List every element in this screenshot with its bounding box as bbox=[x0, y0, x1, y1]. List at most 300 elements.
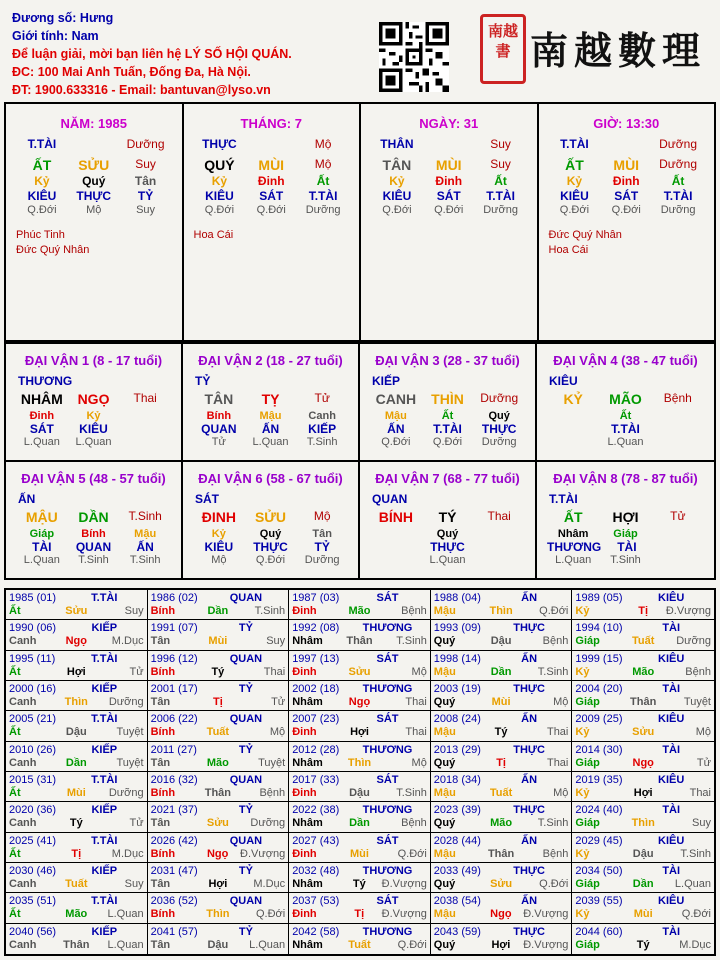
dai-van-main-cell: NGỌ bbox=[77, 391, 110, 407]
year-header bbox=[431, 742, 572, 756]
dai-van-hidden-cell: Bính bbox=[81, 528, 106, 540]
year-stem: Mậu bbox=[433, 605, 456, 617]
seal-stamp: 南越書 bbox=[480, 14, 526, 84]
header-line: Để luận giải, mời bạn liên hệ LÝ SỐ HỘI QUÁN. bbox=[12, 47, 292, 61]
year-detail bbox=[572, 665, 714, 679]
year-cell bbox=[148, 833, 290, 863]
year-detail bbox=[289, 634, 430, 648]
year-detail bbox=[431, 695, 572, 709]
pillar-states-cell: Q.Đới bbox=[256, 204, 286, 216]
dai-van-main-cell: DẦN bbox=[78, 509, 109, 525]
pillar-note: Hoa Cái bbox=[193, 229, 234, 241]
year-state: Tử bbox=[271, 696, 286, 708]
year-cell bbox=[6, 681, 148, 711]
year-god: THƯƠNG bbox=[362, 925, 413, 938]
pillar-note: Hoa Cái bbox=[548, 244, 589, 256]
year-state: Q.Đới bbox=[397, 847, 427, 860]
dai-van-hidden-cell bbox=[370, 528, 422, 540]
year-god: T.TÀI bbox=[91, 652, 118, 665]
year-label: 2006 (22) bbox=[150, 713, 198, 726]
year-state: T.Sinh bbox=[537, 665, 569, 678]
dai-van-main-cell: TÂN bbox=[204, 391, 234, 407]
year-label: 2009 (25) bbox=[575, 713, 623, 726]
year-header bbox=[6, 802, 147, 816]
year-stem: Canh bbox=[9, 635, 37, 648]
dai-van-states-cell: T.Sinh bbox=[306, 436, 338, 448]
year-stem: Quý bbox=[433, 878, 456, 890]
year-detail bbox=[289, 604, 430, 618]
pillar-main-cell: Suy bbox=[490, 157, 511, 171]
year-label: 2023 (39) bbox=[433, 804, 481, 817]
dai-van-states-cell: L.Quan bbox=[23, 554, 60, 566]
year-stem: Ất bbox=[9, 726, 21, 739]
year-god: T.TÀI bbox=[91, 895, 118, 908]
year-branch: Mùi bbox=[66, 787, 86, 799]
year-label: 2019 (35) bbox=[575, 774, 623, 786]
year-god: QUAN bbox=[229, 713, 263, 726]
dai-van-hidden-cell bbox=[119, 410, 171, 422]
dai-van-main bbox=[183, 509, 358, 525]
year-label: 2027 (43) bbox=[292, 834, 340, 847]
year-god: THỰC bbox=[513, 865, 545, 877]
year-header bbox=[572, 742, 714, 756]
pillar-main-cell: QUÝ bbox=[204, 157, 235, 173]
dai-van-god: KIẾP bbox=[372, 374, 401, 388]
year-branch: Tuất bbox=[631, 635, 655, 648]
year-detail bbox=[148, 756, 289, 770]
year-header bbox=[572, 711, 714, 725]
year-branch: Dậu bbox=[632, 847, 654, 860]
year-cell bbox=[6, 651, 148, 681]
dai-van-main-cell: KỶ bbox=[563, 391, 583, 407]
pillar-main-cell: ẤT bbox=[32, 157, 52, 173]
dai-van-states-cell: L.Quan bbox=[252, 436, 289, 448]
year-branch: Dần bbox=[490, 665, 512, 678]
dai-van-states-cell: Q.Đới bbox=[432, 436, 463, 448]
year-state: Dưỡng bbox=[676, 635, 711, 648]
year-label: 2044 (60) bbox=[575, 925, 623, 938]
dai-van-main-cell: CANH bbox=[375, 391, 417, 407]
year-stem: Đinh bbox=[292, 726, 317, 739]
year-branch: Thìn bbox=[206, 908, 230, 921]
year-god: QUAN bbox=[229, 895, 263, 908]
dai-van-main-cell: BÍNH bbox=[378, 509, 413, 525]
pillar-hidden-cell: Đinh bbox=[257, 174, 285, 188]
year-header bbox=[6, 863, 147, 877]
pillar-main bbox=[539, 157, 715, 173]
dai-van-main-cell: T.Sinh bbox=[128, 509, 162, 523]
year-god: QUAN bbox=[229, 774, 263, 786]
year-label: 2040 (56) bbox=[9, 925, 57, 938]
year-state: Tuyệt bbox=[258, 756, 286, 769]
year-stem: Mậu bbox=[433, 787, 456, 799]
dai-van-gods-cell: KIÊU bbox=[204, 540, 234, 554]
year-label: 2011 (27) bbox=[150, 743, 197, 756]
year-header bbox=[572, 620, 714, 634]
dai-van-hidden-cell: Mậu bbox=[259, 410, 282, 422]
dai-van-hidden-cell: Quý bbox=[259, 528, 282, 540]
year-detail bbox=[572, 604, 714, 618]
year-stem: Kỷ bbox=[575, 726, 590, 739]
pillar-hidden-cell: Đinh bbox=[612, 174, 640, 188]
year-god: KIẾP bbox=[91, 925, 118, 938]
dai-van-title: ĐẠI VẬN 7 (68 - 77 tuổi) bbox=[375, 471, 520, 486]
year-detail bbox=[148, 665, 289, 679]
year-header bbox=[289, 651, 430, 665]
dai-van-states bbox=[183, 554, 358, 566]
year-stem: Ất bbox=[9, 787, 21, 799]
year-detail bbox=[289, 847, 430, 861]
year-cell bbox=[289, 590, 431, 620]
dai-van-god: KIÊU bbox=[549, 374, 578, 388]
pillar-hidden-cell: Đinh bbox=[435, 174, 463, 188]
year-label: 2042 (58) bbox=[292, 925, 340, 938]
year-detail bbox=[431, 938, 572, 952]
dai-van-states-cell: Dưỡng bbox=[481, 436, 517, 448]
year-state: Mộ bbox=[553, 696, 569, 708]
year-cell bbox=[572, 711, 714, 741]
year-branch: Thìn bbox=[347, 756, 372, 769]
year-label: 1985 (01) bbox=[9, 592, 57, 604]
year-state: Bệnh bbox=[685, 665, 711, 678]
pillar bbox=[184, 104, 362, 340]
dai-van-states-cell bbox=[473, 554, 525, 566]
dai-van-gods bbox=[183, 540, 358, 554]
pillar-hidden-cell: Ất bbox=[494, 174, 507, 188]
year-stem: Bính bbox=[150, 665, 176, 678]
pillar-main bbox=[6, 157, 182, 173]
year-state: L.Quan bbox=[107, 938, 144, 951]
year-state: L.Quan bbox=[674, 878, 711, 890]
pillar-main-cell: SỬU bbox=[78, 157, 110, 173]
year-stem: Ất bbox=[9, 605, 21, 617]
year-branch: Tý bbox=[494, 726, 508, 739]
year-cell bbox=[6, 833, 148, 863]
year-state: Suy bbox=[266, 635, 286, 648]
year-branch: Hợi bbox=[208, 878, 228, 890]
dai-van-main bbox=[183, 391, 358, 407]
year-header bbox=[6, 833, 147, 847]
year-god: T.TÀI bbox=[91, 592, 118, 604]
year-god: TÀI bbox=[662, 743, 681, 756]
dai-van-hidden-cell: Mậu bbox=[384, 410, 407, 422]
year-header bbox=[572, 802, 714, 816]
year-state: Q.Đới bbox=[681, 908, 711, 921]
dai-van-gods-cell: TÀI bbox=[32, 540, 52, 554]
year-detail bbox=[6, 816, 147, 830]
year-stem: Tân bbox=[150, 817, 171, 830]
header-line: ĐT: 1900.633316 - Email: bantuvan@lyso.vn bbox=[12, 83, 271, 97]
pillar-states-cell: Q.Đới bbox=[611, 204, 641, 216]
dai-van-hidden-cell: Ất bbox=[619, 410, 632, 422]
dai-van-gods-cell bbox=[119, 422, 171, 436]
pillar-top-cell bbox=[423, 137, 475, 151]
year-stem: Ất bbox=[9, 908, 21, 921]
year-label: 2036 (52) bbox=[150, 895, 198, 908]
year-state: Thai bbox=[263, 665, 286, 678]
dai-van-main-cell: SỬU bbox=[254, 509, 287, 525]
year-state: Đ.Vượng bbox=[240, 847, 286, 860]
year-cell bbox=[148, 924, 290, 954]
dai-van-gods-cell: QUAN bbox=[75, 540, 112, 554]
pillar-gods-cell: KIÊU bbox=[560, 189, 589, 203]
year-cell bbox=[572, 924, 714, 954]
pillar-states bbox=[184, 204, 360, 216]
pillar-main-cell: MÙI bbox=[435, 157, 462, 173]
year-label: 2030 (46) bbox=[9, 865, 57, 877]
dai-van-gods-cell: ẤN bbox=[261, 422, 280, 436]
year-detail bbox=[572, 756, 714, 770]
year-stem: Kỷ bbox=[575, 787, 590, 799]
year-cell bbox=[431, 590, 573, 620]
year-header bbox=[148, 742, 289, 756]
year-state: Thai bbox=[546, 756, 569, 769]
pillar-states-cell: Q.Đới bbox=[559, 204, 590, 216]
dai-van-main-cell: Tử bbox=[670, 509, 686, 523]
year-stem: Canh bbox=[9, 756, 37, 769]
year-label: 1993 (09) bbox=[433, 622, 481, 635]
year-god: KIẾP bbox=[91, 804, 118, 817]
year-god: ẤN bbox=[521, 713, 538, 726]
pillar-states bbox=[6, 204, 182, 216]
dai-van-hidden-cell: Đinh bbox=[29, 410, 55, 422]
pillar-hidden bbox=[539, 174, 715, 188]
year-cell bbox=[431, 772, 573, 802]
year-branch: Tý bbox=[352, 878, 366, 890]
year-state: Mộ bbox=[269, 726, 286, 739]
year-god: TỶ bbox=[238, 865, 253, 877]
pillar-top-cell bbox=[68, 137, 120, 151]
year-god: TỶ bbox=[238, 622, 253, 635]
year-cell bbox=[6, 924, 148, 954]
year-state: M.Dục bbox=[253, 878, 286, 890]
year-branch: Hợi bbox=[633, 787, 653, 799]
year-label: 2020 (36) bbox=[9, 804, 57, 817]
dai-van-gods-cell bbox=[547, 422, 599, 436]
dai-van-god: T.TÀI bbox=[549, 492, 578, 506]
year-state: M.Dục bbox=[111, 635, 144, 648]
dai-van-main-cell: ẤT bbox=[563, 509, 583, 525]
year-state: Q.Đới bbox=[397, 938, 427, 951]
year-god: THỰC bbox=[513, 683, 545, 695]
year-branch: Tý bbox=[69, 817, 83, 830]
year-detail bbox=[572, 816, 714, 830]
pillar-top-cell: Dưỡng bbox=[126, 137, 165, 151]
year-god: THƯƠNG bbox=[362, 865, 413, 877]
pillar-main-cell: MÙI bbox=[258, 157, 285, 173]
dai-van-main-cell: Thai bbox=[487, 509, 511, 523]
year-label: 2002 (18) bbox=[292, 683, 340, 695]
year-state: Q.Đới bbox=[539, 605, 569, 617]
year-god: TỶ bbox=[238, 925, 253, 938]
dai-van-god: SÁT bbox=[195, 492, 219, 506]
year-detail bbox=[6, 725, 147, 739]
pillar bbox=[361, 104, 539, 340]
year-cell bbox=[289, 772, 431, 802]
year-god: KIẾP bbox=[91, 743, 118, 756]
year-label: 2026 (42) bbox=[150, 834, 198, 847]
dai-van-hidden bbox=[360, 410, 535, 422]
dai-van-states bbox=[6, 436, 181, 448]
dai-van-main-cell: HỢI bbox=[612, 509, 639, 525]
dai-van-hidden-cell: Quý bbox=[488, 410, 510, 422]
year-god: SÁT bbox=[376, 895, 399, 908]
pillar-top-cell: THÂN bbox=[380, 137, 414, 151]
dai-van-hidden bbox=[6, 528, 181, 540]
year-branch: Mão bbox=[65, 908, 88, 921]
year-god: QUAN bbox=[229, 652, 263, 665]
pillar-top-cell bbox=[245, 137, 297, 151]
year-header bbox=[148, 681, 289, 695]
year-stem: Tân bbox=[150, 938, 171, 951]
pillar-gods bbox=[184, 189, 360, 203]
year-state: Suy bbox=[692, 817, 711, 830]
pillar-states-cell: Q.Đới bbox=[204, 204, 235, 216]
year-detail bbox=[148, 604, 289, 618]
annual-table bbox=[4, 588, 716, 956]
pillar-top-cell: T.TÀI bbox=[27, 137, 57, 151]
year-label: 1986 (02) bbox=[150, 592, 198, 604]
year-state: M.Dục bbox=[111, 847, 144, 860]
year-label: 2028 (44) bbox=[433, 834, 481, 847]
dai-van-title: ĐẠI VẬN 1 (8 - 17 tuổi) bbox=[24, 353, 163, 368]
dai-van-gods-cell bbox=[370, 540, 422, 554]
dai-van-cell bbox=[360, 460, 537, 578]
dai-van-states-cell: Q.Đới bbox=[255, 554, 286, 566]
year-label: 1995 (11) bbox=[9, 652, 56, 665]
dai-van-hidden-cell: Bính bbox=[206, 410, 232, 422]
dai-van-hidden-cell bbox=[652, 410, 704, 422]
year-detail bbox=[572, 786, 714, 800]
year-label: 2012 (28) bbox=[292, 743, 340, 756]
year-header bbox=[6, 620, 147, 634]
dai-van-hidden-cell: Kỷ bbox=[211, 528, 226, 540]
pillar-gods-cell: KIÊU bbox=[27, 189, 57, 203]
year-god: ẤN bbox=[521, 774, 538, 786]
year-header bbox=[148, 651, 289, 665]
year-state: Đ.Vượng bbox=[523, 938, 569, 951]
year-label: 2041 (57) bbox=[150, 925, 198, 938]
year-stem: Tân bbox=[150, 756, 171, 769]
year-detail bbox=[289, 877, 430, 891]
dai-van-hidden-cell: Kỷ bbox=[86, 410, 101, 422]
dai-van-hidden-cell bbox=[547, 410, 599, 422]
year-stem: Ất bbox=[9, 665, 21, 678]
year-stem: Đinh bbox=[292, 787, 317, 799]
dai-van-title: ĐẠI VẬN 3 (28 - 37 tuổi) bbox=[375, 353, 520, 368]
year-cell bbox=[6, 742, 148, 772]
dai-van-main-cell: TÝ bbox=[438, 509, 457, 525]
year-stem: Canh bbox=[9, 817, 37, 830]
dai-van-main-cell: Tử bbox=[314, 391, 330, 405]
dai-van-states bbox=[537, 554, 714, 566]
year-state: Suy bbox=[124, 878, 144, 890]
year-label: 2038 (54) bbox=[433, 895, 481, 908]
year-detail bbox=[431, 604, 572, 618]
year-label: 2032 (48) bbox=[292, 865, 340, 877]
year-branch: Ngọ bbox=[206, 847, 229, 860]
dai-van-gods bbox=[183, 422, 358, 436]
year-detail bbox=[289, 665, 430, 679]
year-stem: Bính bbox=[150, 605, 176, 617]
year-label: 1994 (10) bbox=[575, 622, 623, 635]
dai-van-states bbox=[360, 554, 535, 566]
year-stem: Đinh bbox=[292, 847, 317, 860]
year-cell bbox=[289, 863, 431, 893]
dai-van-main bbox=[360, 391, 535, 407]
year-cell bbox=[148, 893, 290, 923]
year-branch: Ngọ bbox=[490, 908, 512, 921]
year-cell bbox=[572, 651, 714, 681]
year-state: Đ.Vượng bbox=[381, 908, 427, 921]
year-header bbox=[431, 651, 572, 665]
dai-van-states-cell: T.Sinh bbox=[610, 554, 641, 566]
dai-van-gods-cell: THỰC bbox=[481, 422, 517, 436]
year-header bbox=[289, 742, 430, 756]
year-state: L.Quan bbox=[249, 938, 286, 951]
year-state: Tuyệt bbox=[116, 726, 144, 739]
year-god: T.TÀI bbox=[91, 774, 118, 786]
dai-van-states bbox=[537, 436, 714, 448]
year-state: Tử bbox=[129, 665, 144, 678]
year-god: THỰC bbox=[513, 743, 545, 756]
dai-van-gods-cell: ẤN bbox=[387, 422, 405, 436]
year-detail bbox=[289, 816, 430, 830]
year-header bbox=[289, 863, 430, 877]
year-branch: Mão bbox=[490, 817, 513, 830]
year-branch: Mão bbox=[206, 756, 229, 769]
dai-van-main-cell: Bệnh bbox=[663, 391, 692, 405]
year-detail bbox=[6, 665, 147, 679]
year-header bbox=[148, 620, 289, 634]
year-branch: Dần bbox=[207, 605, 229, 617]
year-label: 2014 (30) bbox=[575, 743, 623, 756]
year-detail bbox=[431, 816, 572, 830]
dai-van-hidden bbox=[183, 528, 358, 540]
pillar-gods-cell: T.TÀI bbox=[486, 189, 515, 203]
year-detail bbox=[431, 634, 572, 648]
year-stem: Ất bbox=[9, 847, 21, 860]
year-branch: Thân bbox=[630, 696, 657, 708]
year-state: Bệnh bbox=[401, 605, 427, 617]
year-cell bbox=[6, 863, 148, 893]
year-header bbox=[6, 742, 147, 756]
year-cell bbox=[572, 833, 714, 863]
year-header bbox=[289, 620, 430, 634]
year-header bbox=[148, 802, 289, 816]
year-label: 2029 (45) bbox=[575, 834, 623, 847]
year-branch: Sửu bbox=[206, 817, 229, 830]
dai-van-main-cell: MẬU bbox=[25, 509, 58, 525]
year-header bbox=[289, 924, 430, 938]
year-header bbox=[148, 924, 289, 938]
year-branch: Dần bbox=[349, 817, 370, 830]
year-cell bbox=[572, 620, 714, 650]
dai-van-gods bbox=[360, 540, 535, 554]
year-branch: Tuất bbox=[348, 938, 371, 951]
pillar-title: NĂM: 1985 bbox=[60, 116, 127, 131]
year-god: T.TÀI bbox=[91, 834, 118, 847]
pillar-main-cell: Dưỡng bbox=[659, 157, 698, 171]
year-header bbox=[572, 833, 714, 847]
dai-van-gods-cell bbox=[653, 540, 704, 554]
year-stem: Bính bbox=[150, 908, 176, 921]
dai-van-gods-cell bbox=[652, 422, 704, 436]
year-detail bbox=[572, 695, 714, 709]
year-detail bbox=[148, 725, 289, 739]
year-label: 2010 (26) bbox=[9, 743, 57, 756]
dai-van-cell bbox=[183, 460, 360, 578]
